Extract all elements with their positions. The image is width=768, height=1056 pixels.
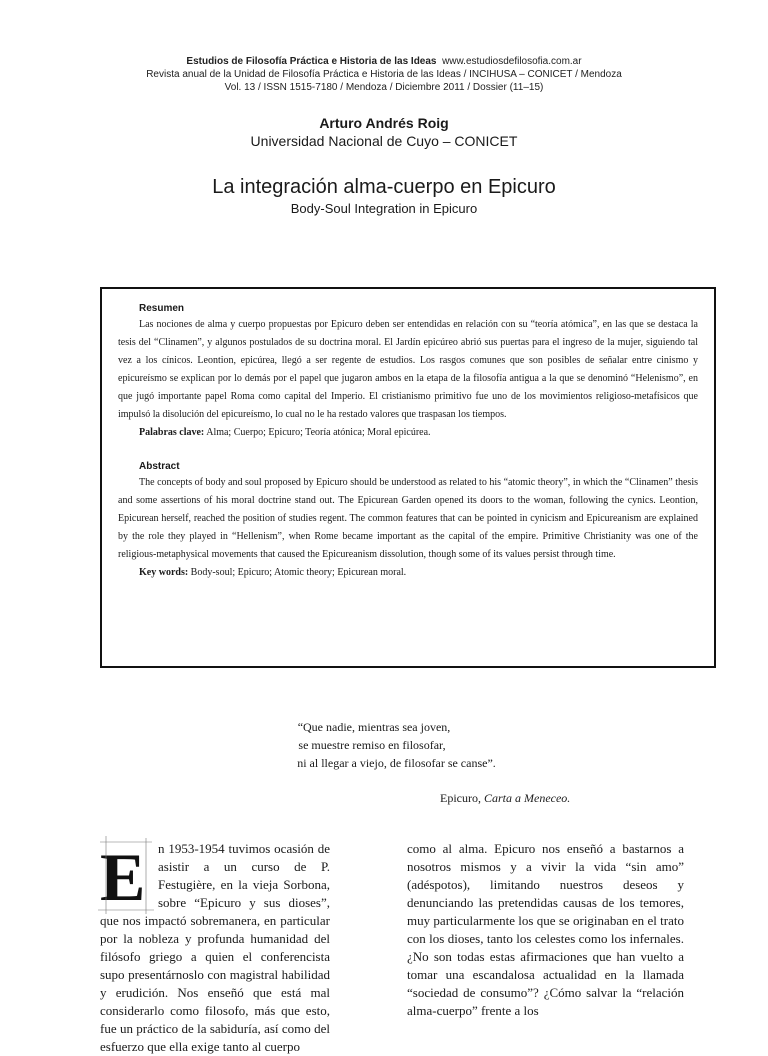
abstract-text: The concepts of body and soul proposed by Epicuro should be understood as related to his “atomic theory”, in which the “Clinamen” thesis and some assertions of his moral doctrine stand out. The Epicurean Garden opened its doors to the woman, following the cynics. Leontion, Epicurean herself, reached the position of studies regent. The common features that can be pointed in cynicism and Epicureanism are explained by the role they played in “Hellenism”, when Rome became important as the capital of the empire. Primitive Christianity was one of the religious-metaphysical movements that caused the Epicureanism dissolution, though some of its values persist through time. [118, 477, 698, 560]
author-name: Arturo Andrés Roig [319, 115, 449, 131]
epigraph-author: Epicuro, [440, 791, 481, 805]
title-block [0, 174, 768, 217]
article-title: La integración alma-cuerpo en Epicuro [212, 176, 556, 198]
journal-header-line1 [0, 55, 768, 68]
epigraph-source [440, 789, 570, 807]
resumen-heading: Resumen [139, 303, 185, 314]
key-words-text: Body-soul; Epicuro; Atomic theory; Epicurean moral. [190, 567, 407, 578]
drop-cap-ornament-icon [96, 836, 156, 916]
palabras-clave-text: Alma; Cuerpo; Epicuro; Teoría atónica; Moral epicúrea. [206, 427, 431, 438]
abstract-heading: Abstract [139, 461, 180, 472]
key-words [118, 564, 698, 582]
author-block [0, 114, 768, 151]
abstract-box [100, 287, 716, 668]
body-left-text: n 1953-1954 tuvimos ocasión de asistir a un curso de P. Festugière, en la vieja Sorbona, sobre “Epicuro y sus dioses”, que nos impactó sobremanera, en particular por la nobleza y profunda humanidad del filósofo griego a quien el conferencista supo presentárnoslo con magistral habilidad y erudición. Nos enseñó que está mal considerarlo como filosofo, más que esto, fue un práctico de la sabiduría, así como del esfuerzo que ella exige tanto al cuerpo [100, 841, 330, 1054]
body-column-right [407, 840, 684, 1020]
journal-website[interactable]: www.estudiosdefilosofia.com.ar [442, 56, 582, 67]
article-subtitle: Body-Soul Integration in Epicuro [290, 201, 478, 216]
key-words-label: Key words: [139, 567, 189, 578]
journal-header-line3: Vol. 13 / ISSN 1515-7180 / Mendoza / Diciembre 2011 / Dossier (11–15) [224, 82, 544, 93]
epigraph-line1: “Que nadie, mientras sea joven, [297, 720, 451, 734]
epigraph-line2: se muestre remiso en filosofar, [298, 738, 446, 752]
drop-cap-letter: E [100, 839, 146, 915]
palabras-clave [118, 424, 698, 442]
epigraph-line3: ni al llegar a viejo, de filosofar se canse”. [297, 756, 496, 770]
author-affiliation: Universidad Nacional de Cuyo – CONICET [250, 133, 518, 149]
epigraph-work: Carta a Meneceo. [484, 791, 571, 805]
resumen-text: Las nociones de alma y cuerpo propuestas por Epicuro deben ser entendidas en relación con su “teoría atómica”, en las que se destaca la tesis del “Clinamen”, y algunos postulados de su doctrina moral. El Jardín epicúreo abrió sus puertas para el ingreso de la mujer, siguiendo tal vez a los cínicos. Leontion, epicúrea, llegó a ser regente de estudios. Los rasgos comunes que son posibles de señalar entre cinismo y epicureísmo se explican por lo demás por el papel que jugaron ambos en la etapa de la filosofía antigua a la que se denominó “Helenismo”, en que jugó importante papel Roma como capital del Imperio. El cristianismo primitivo fue uno de los movimientos religioso-metafísicos que impulsó la disolución del epicureísmo, lo cual no le ha restado valores que traspasan los tiempos. [118, 319, 698, 420]
epigraph-quote [0, 718, 768, 772]
drop-cap [100, 839, 152, 915]
journal-name: Estudios de Filosofía Práctica e Historia de las Ideas [186, 56, 437, 67]
palabras-clave-label: Palabras clave: [139, 427, 205, 438]
journal-header [0, 55, 768, 94]
body-right-text: como al alma. Epicuro nos enseñó a bastarnos a nosotros mismos y a vivir la vida “sin amo” (adéspotos), limitando nuestros deseos y denunciando las pretendidas causas de los temores, muy particularmente los que se originaban en el trato con los dioses, tanto los celestes como los infernales. ¿No son todas estas afirmaciones que han vuelto a tomar una escandalosa actualidad en la llamada “sociedad de consumo”? ¿Cómo salvar la “relación alma-cuerpo” frente a los [407, 841, 684, 1018]
journal-header-line2: Revista anual de la Unidad de Filosofía Práctica e Historia de las Ideas / INCIHUSA – CONICET / Mendoza [146, 69, 622, 80]
